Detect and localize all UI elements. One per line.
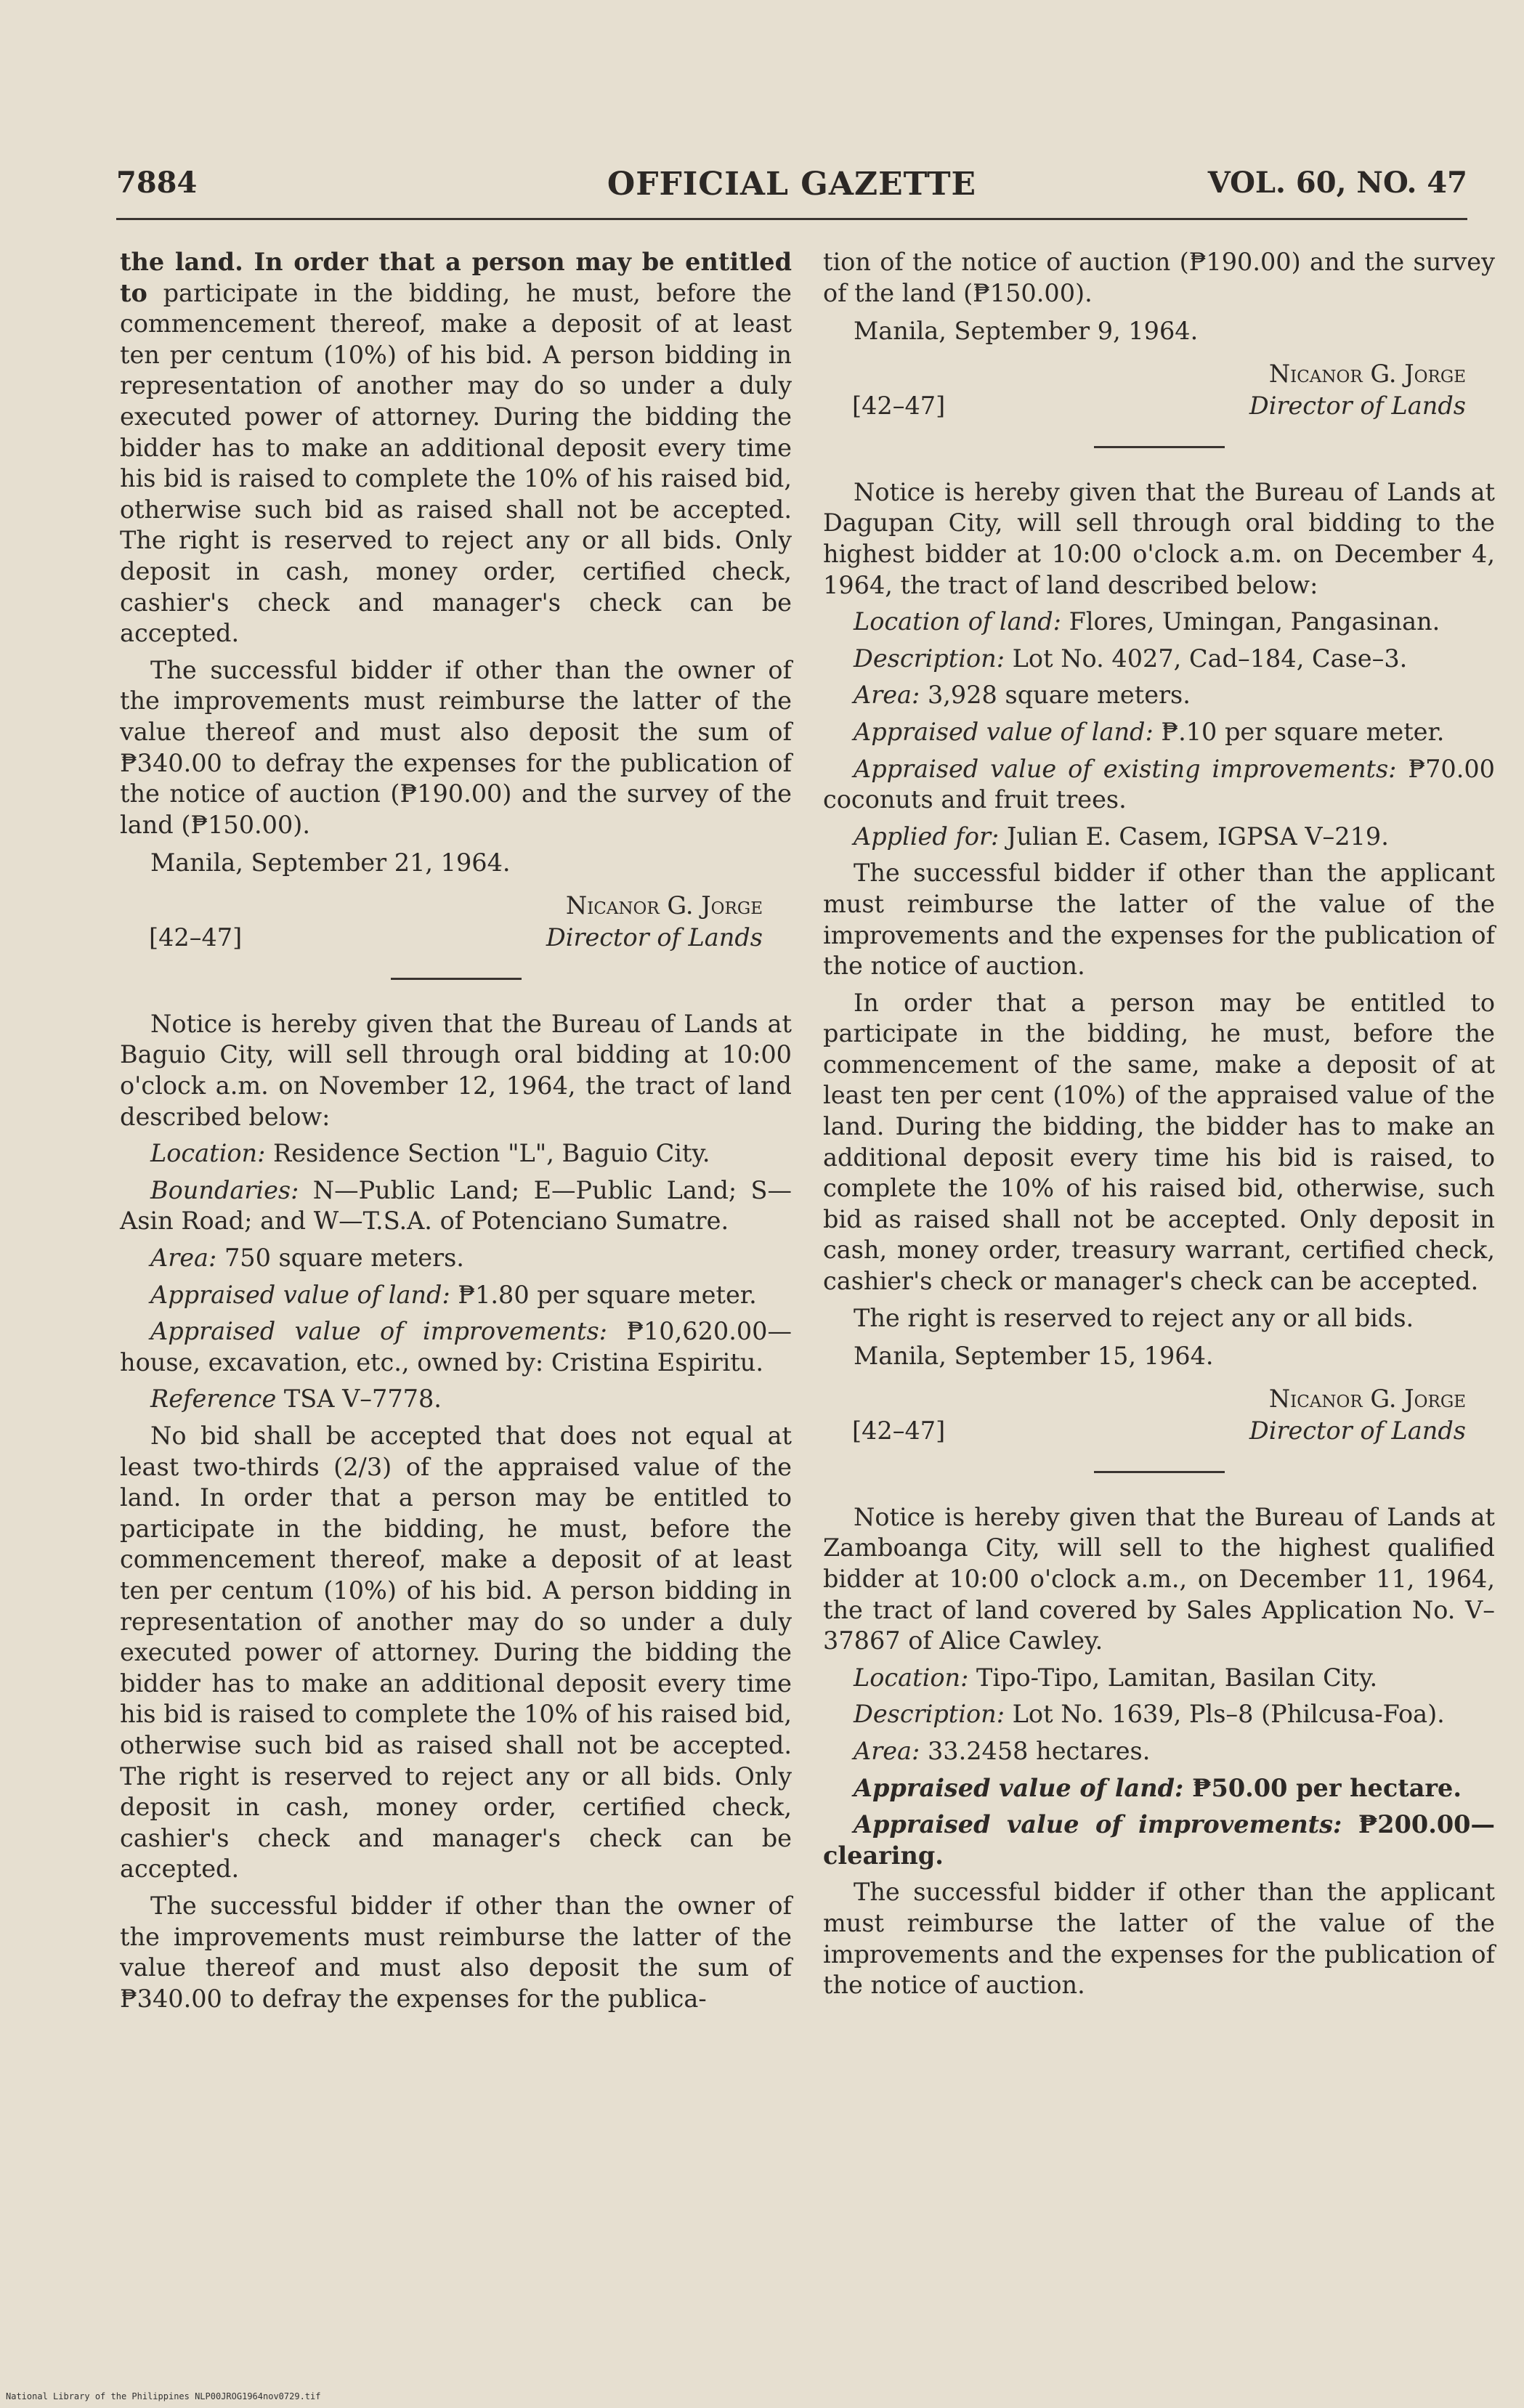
right-column	[823, 247, 1495, 2007]
notice-field: Location: Residence Section "L", Baguio City.	[150, 1139, 710, 1168]
reference-number: [42–47]	[149, 923, 243, 952]
notice-date: Manila, September 9, 1964.	[854, 317, 1199, 346]
notice-field: Appraised value of land: ₱.10 per square meter.	[854, 717, 1445, 746]
signatory-title: Director of Lands	[1249, 1416, 1466, 1445]
paragraph: The successful bidder if other than the owner of the improvements must reimburse the latter of the value thereof and must also deposit the sum of ₱340.00 to defray the expenses for the publica-	[120, 1891, 792, 2013]
scan-footer: National Library of the Philippines NLP00JROG1964nov0729.tif	[6, 2391, 321, 2401]
signatory-title: Director of Lands	[546, 923, 763, 952]
paragraph: tion of the notice of auction (₱190.00) and the survey of the land (₱150.00).	[823, 248, 1495, 307]
page-header	[116, 166, 1467, 209]
paragraph: the land. In order that a person may be entitled to participate in the bidding, he must, before the commencement thereof, make a deposit of at least ten per centum (10%) of his bid. A person bidding in representation of another may do so under a duly executed power of attorney. During the bidding the bidder has to make an additional deposit every time his bid is raised to complete the 10% of his raised bid, otherwise such bid as raised shall not be accepted. The right is reserved to reject any or all bids. Only deposit in cash, money order, certified check, cashier's check and manager's check can be accepted.	[120, 248, 792, 648]
section-divider	[391, 978, 522, 980]
publication-title: OFFICIAL GAZETTE	[607, 166, 977, 203]
notice-field: Appraised value of existing improvements: ₱70.00 coconuts and fruit trees.	[823, 754, 1495, 814]
signatory-name: Nicanor G. Jorge	[1268, 1384, 1466, 1413]
paragraph: The successful bidder if other than the owner of the improvements must reimburse the latter of the value thereof and must also deposit the sum of ₱340.00 to defray the expenses for the publication of the notice of auction (₱190.00) and the survey of the land (₱150.00).	[120, 655, 792, 839]
notice-field: Appraised value of improvements: ₱10,620.00—house, excavation, etc., owned by: Cristina Espiritu.	[120, 1317, 792, 1377]
signatory-name: Nicanor G. Jorge	[565, 891, 763, 920]
notice-field: Description: Lot No. 1639, Pls–8 (Philcusa-Foa).	[854, 1700, 1445, 1729]
notice-intro: Notice is hereby given that the Bureau of Lands at Zamboanga City, will sell to the highest qualified bidder at 10:00 o'clock a.m., on December 11, 1964, the tract of land covered by Sales Application No. V–37867 of Alice Cawley.	[823, 1502, 1495, 1655]
notice-field: Reference TSA V–7778.	[150, 1385, 442, 1414]
signature-block	[120, 889, 792, 959]
section-divider	[1094, 1471, 1225, 1473]
notice-date: Manila, September 21, 1964.	[150, 848, 511, 877]
volume-label: VOL. 60, NO. 47	[1207, 166, 1467, 200]
signatory-name: Nicanor G. Jorge	[1268, 359, 1466, 388]
notice-field: Area: 3,928 square meters.	[854, 681, 1191, 710]
notice-field: Appraised value of land: ₱1.80 per square meter.	[150, 1280, 757, 1309]
left-column	[120, 247, 792, 2020]
notice-field: Description: Lot No. 4027, Cad–184, Case–3.	[854, 644, 1408, 673]
notice-field: Location: Tipo-Tipo, Lamitan, Basilan City.	[854, 1663, 1378, 1692]
paragraph: The successful bidder if other than the applicant must reimburse the latter of the value of the improvements and the expenses for the publication of the notice of auction.	[823, 1878, 1495, 2000]
signature-block	[823, 357, 1495, 427]
notice-field: Applied for: Julian E. Casem, IGPSA V–219.	[854, 822, 1389, 851]
section-divider	[1094, 446, 1225, 448]
reference-number: [42–47]	[852, 1416, 946, 1445]
notice-field: Appraised value of improvements: ₱200.00—clearing.	[823, 1810, 1495, 1870]
notice-field: Area: 750 square meters.	[150, 1244, 464, 1273]
paragraph: The right is reserved to reject any or all bids.	[854, 1303, 1414, 1332]
reference-number: [42–47]	[852, 391, 946, 420]
signatory-title: Director of Lands	[1249, 391, 1466, 420]
paragraph: No bid shall be accepted that does not equal at least two-thirds (2/3) of the appraised value of the land. In order that a person may be entitled to participate in the bidding, he must, before the commencement thereof, make a deposit of at least ten per centum (10%) of his bid. A person bidding in representation of another may do so under a duly executed power of attorney. During the bidding the bidder has to make an additional deposit every time his bid is raised to complete the 10% of his raised bid, otherwise such bid as raised shall not be accepted. The right is reserved to reject any or all bids. Only deposit in cash, money order, certified check, cashier's check and manager's check can be accepted.	[120, 1422, 792, 1884]
notice-intro: Notice is hereby given that the Bureau of Lands at Baguio City, will sell through oral bidding at 10:00 o'clock a.m. on November 12, 1964, the tract of land described below:	[120, 1009, 792, 1131]
page-number: 7884	[116, 166, 198, 200]
signature-block	[823, 1382, 1495, 1452]
notice-field: Area: 33.2458 hectares.	[854, 1736, 1151, 1765]
paragraph: The successful bidder if other than the applicant must reimburse the latter of the value of the improvements and the expenses for the publication of the notice of auction.	[823, 859, 1495, 981]
notice-field: Location of land: Flores, Umingan, Pangasinan.	[854, 607, 1440, 636]
paragraph: In order that a person may be entitled to participate in the bidding, he must, before the commencement of the same, make a deposit of at least ten per cent (10%) of the appraised value of the land. During the bidding, the bidder has to make an additional deposit every time his bid is raised, to complete the 10% of his raised bid, otherwise, such bid as raised shall not be accepted. Only deposit in cash, money order, treasury warrant, certified check, cashier's check or manager's check can be accepted.	[823, 988, 1495, 1296]
notice-date: Manila, September 15, 1964.	[854, 1342, 1214, 1371]
notice-field: Appraised value of land: ₱50.00 per hectare.	[854, 1773, 1462, 1802]
notice-field: Boundaries: N—Public Land; E—Public Land; S—Asin Road; and W—T.S.A. of Potenciano Sumatre.	[120, 1175, 792, 1236]
header-rule	[116, 218, 1467, 220]
notice-intro: Notice is hereby given that the Bureau of Lands at Dagupan City, will sell through oral bidding to the highest bidder at 10:00 o'clock a.m. on December 4, 1964, the tract of land described below:	[823, 477, 1495, 599]
